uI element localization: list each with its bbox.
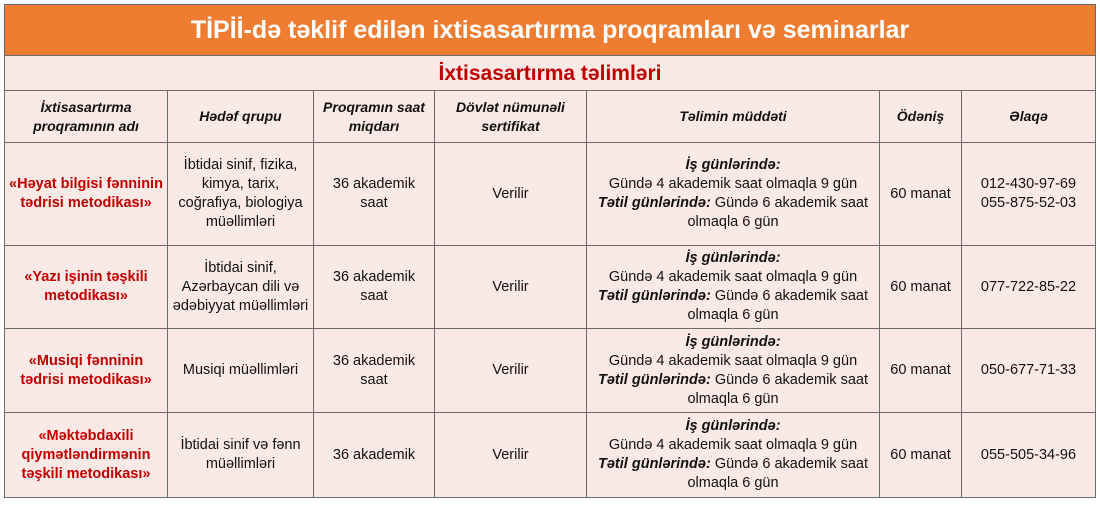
program-name: «Yazı işinin təşkili metodikası» — [5, 246, 168, 329]
certificate: Verilir — [435, 329, 587, 413]
payment: 60 manat — [880, 246, 962, 329]
payment: 60 manat — [880, 329, 962, 413]
target-group: İbtidai sinif, Azərbaycan dili və ədəbiyyat müəllimləri — [168, 246, 314, 329]
phone-number: 055-875-52-03 — [980, 195, 1077, 211]
certificate: Verilir — [435, 413, 587, 498]
programs-table-wrapper — [4, 4, 1095, 498]
workdays-text: Gündə 4 akademik saat olmaqla 9 gün — [608, 437, 858, 453]
hours: 36 akademik — [314, 413, 435, 498]
hours: 36 akademik saat — [314, 246, 435, 329]
hours: 36 akademik saat — [314, 329, 435, 413]
payment: 60 manat — [880, 413, 962, 498]
workdays-label: İş günlərində: — [685, 157, 781, 173]
hours: 36 akademik saat — [314, 143, 435, 246]
workdays-text: Gündə 4 akademik saat olmaqla 9 gün — [608, 352, 858, 369]
holidays-text: Gündə 6 akademik saat olmaqla 6 gün — [687, 288, 868, 323]
header-contact: Əlaqə — [962, 91, 1096, 143]
holidays-text: Gündə 6 akademik saat olmaqla 6 gün — [687, 456, 868, 491]
phone-number: 012-430-97-69 — [980, 176, 1077, 192]
duration — [587, 329, 880, 413]
contact — [962, 329, 1096, 413]
workdays-label: İş günlərində: — [685, 333, 781, 350]
duration — [587, 246, 880, 329]
table-row — [5, 413, 1096, 498]
workdays-label: İş günlərində: — [685, 250, 781, 266]
program-name: «Məktəbdaxili qiymətləndirmənin təşkili metodikası» — [5, 413, 168, 498]
contact — [962, 413, 1096, 498]
programs-table — [4, 4, 1096, 498]
header-duration: Təlimin müddəti — [587, 91, 880, 143]
duration — [587, 413, 880, 498]
holidays-label: Tətil günlərində: — [598, 195, 711, 211]
header-certificate: Dövlət nümunəli sertifikat — [435, 91, 587, 143]
section-title: İxtisasartırma təlimləri — [5, 56, 1096, 91]
payment: 60 manat — [880, 143, 962, 246]
certificate: Verilir — [435, 143, 587, 246]
program-name: «Həyat bilgisi fənninin tədrisi metodikası» — [5, 143, 168, 246]
table-row — [5, 329, 1096, 413]
contact — [962, 143, 1096, 246]
holidays-text: Gündə 6 akademik saat olmaqla 6 gün — [687, 195, 868, 230]
header-target-group: Hədəf qrupu — [168, 91, 314, 143]
holidays-label: Tətil günlərində: — [598, 456, 711, 472]
program-name: «Musiqi fənninin tədrisi metodikası» — [5, 329, 168, 413]
target-group: İbtidai sinif və fənn müəllimləri — [168, 413, 314, 498]
holidays-label: Tətil günlərində: — [598, 371, 711, 388]
page-title: TİPİİ-də təklif edilən ixtisasartırma proqramları və seminarlar — [5, 5, 1096, 56]
table-row — [5, 246, 1096, 329]
header-hours: Proqramın saat miqdarı — [314, 91, 435, 143]
workdays-label: İş günlərində: — [685, 418, 781, 434]
header-payment: Ödəniş — [880, 91, 962, 143]
workdays-text: Gündə 4 akademik saat olmaqla 9 gün — [608, 269, 858, 285]
target-group: Musiqi müəllimləri — [168, 329, 314, 413]
workdays-text: Gündə 4 akademik saat olmaqla 9 gün — [608, 176, 858, 192]
duration — [587, 143, 880, 246]
phone-number: 077-722-85-22 — [980, 278, 1077, 295]
table-row — [5, 143, 1096, 246]
certificate: Verilir — [435, 246, 587, 329]
header-program-name: İxtisasartırma proqramının adı — [5, 91, 168, 143]
holidays-label: Tətil günlərində: — [598, 288, 711, 304]
contact — [962, 246, 1096, 329]
table-header-row — [5, 91, 1096, 143]
phone-number: 050-677-71-33 — [980, 362, 1077, 378]
target-group: İbtidai sinif, fizika, kimya, tarix, coğrafiya, biologiya müəllimləri — [168, 143, 314, 246]
holidays-text: Gündə 6 akademik saat olmaqla 6 gün — [687, 371, 868, 407]
phone-number: 055-505-34-96 — [980, 446, 1077, 463]
